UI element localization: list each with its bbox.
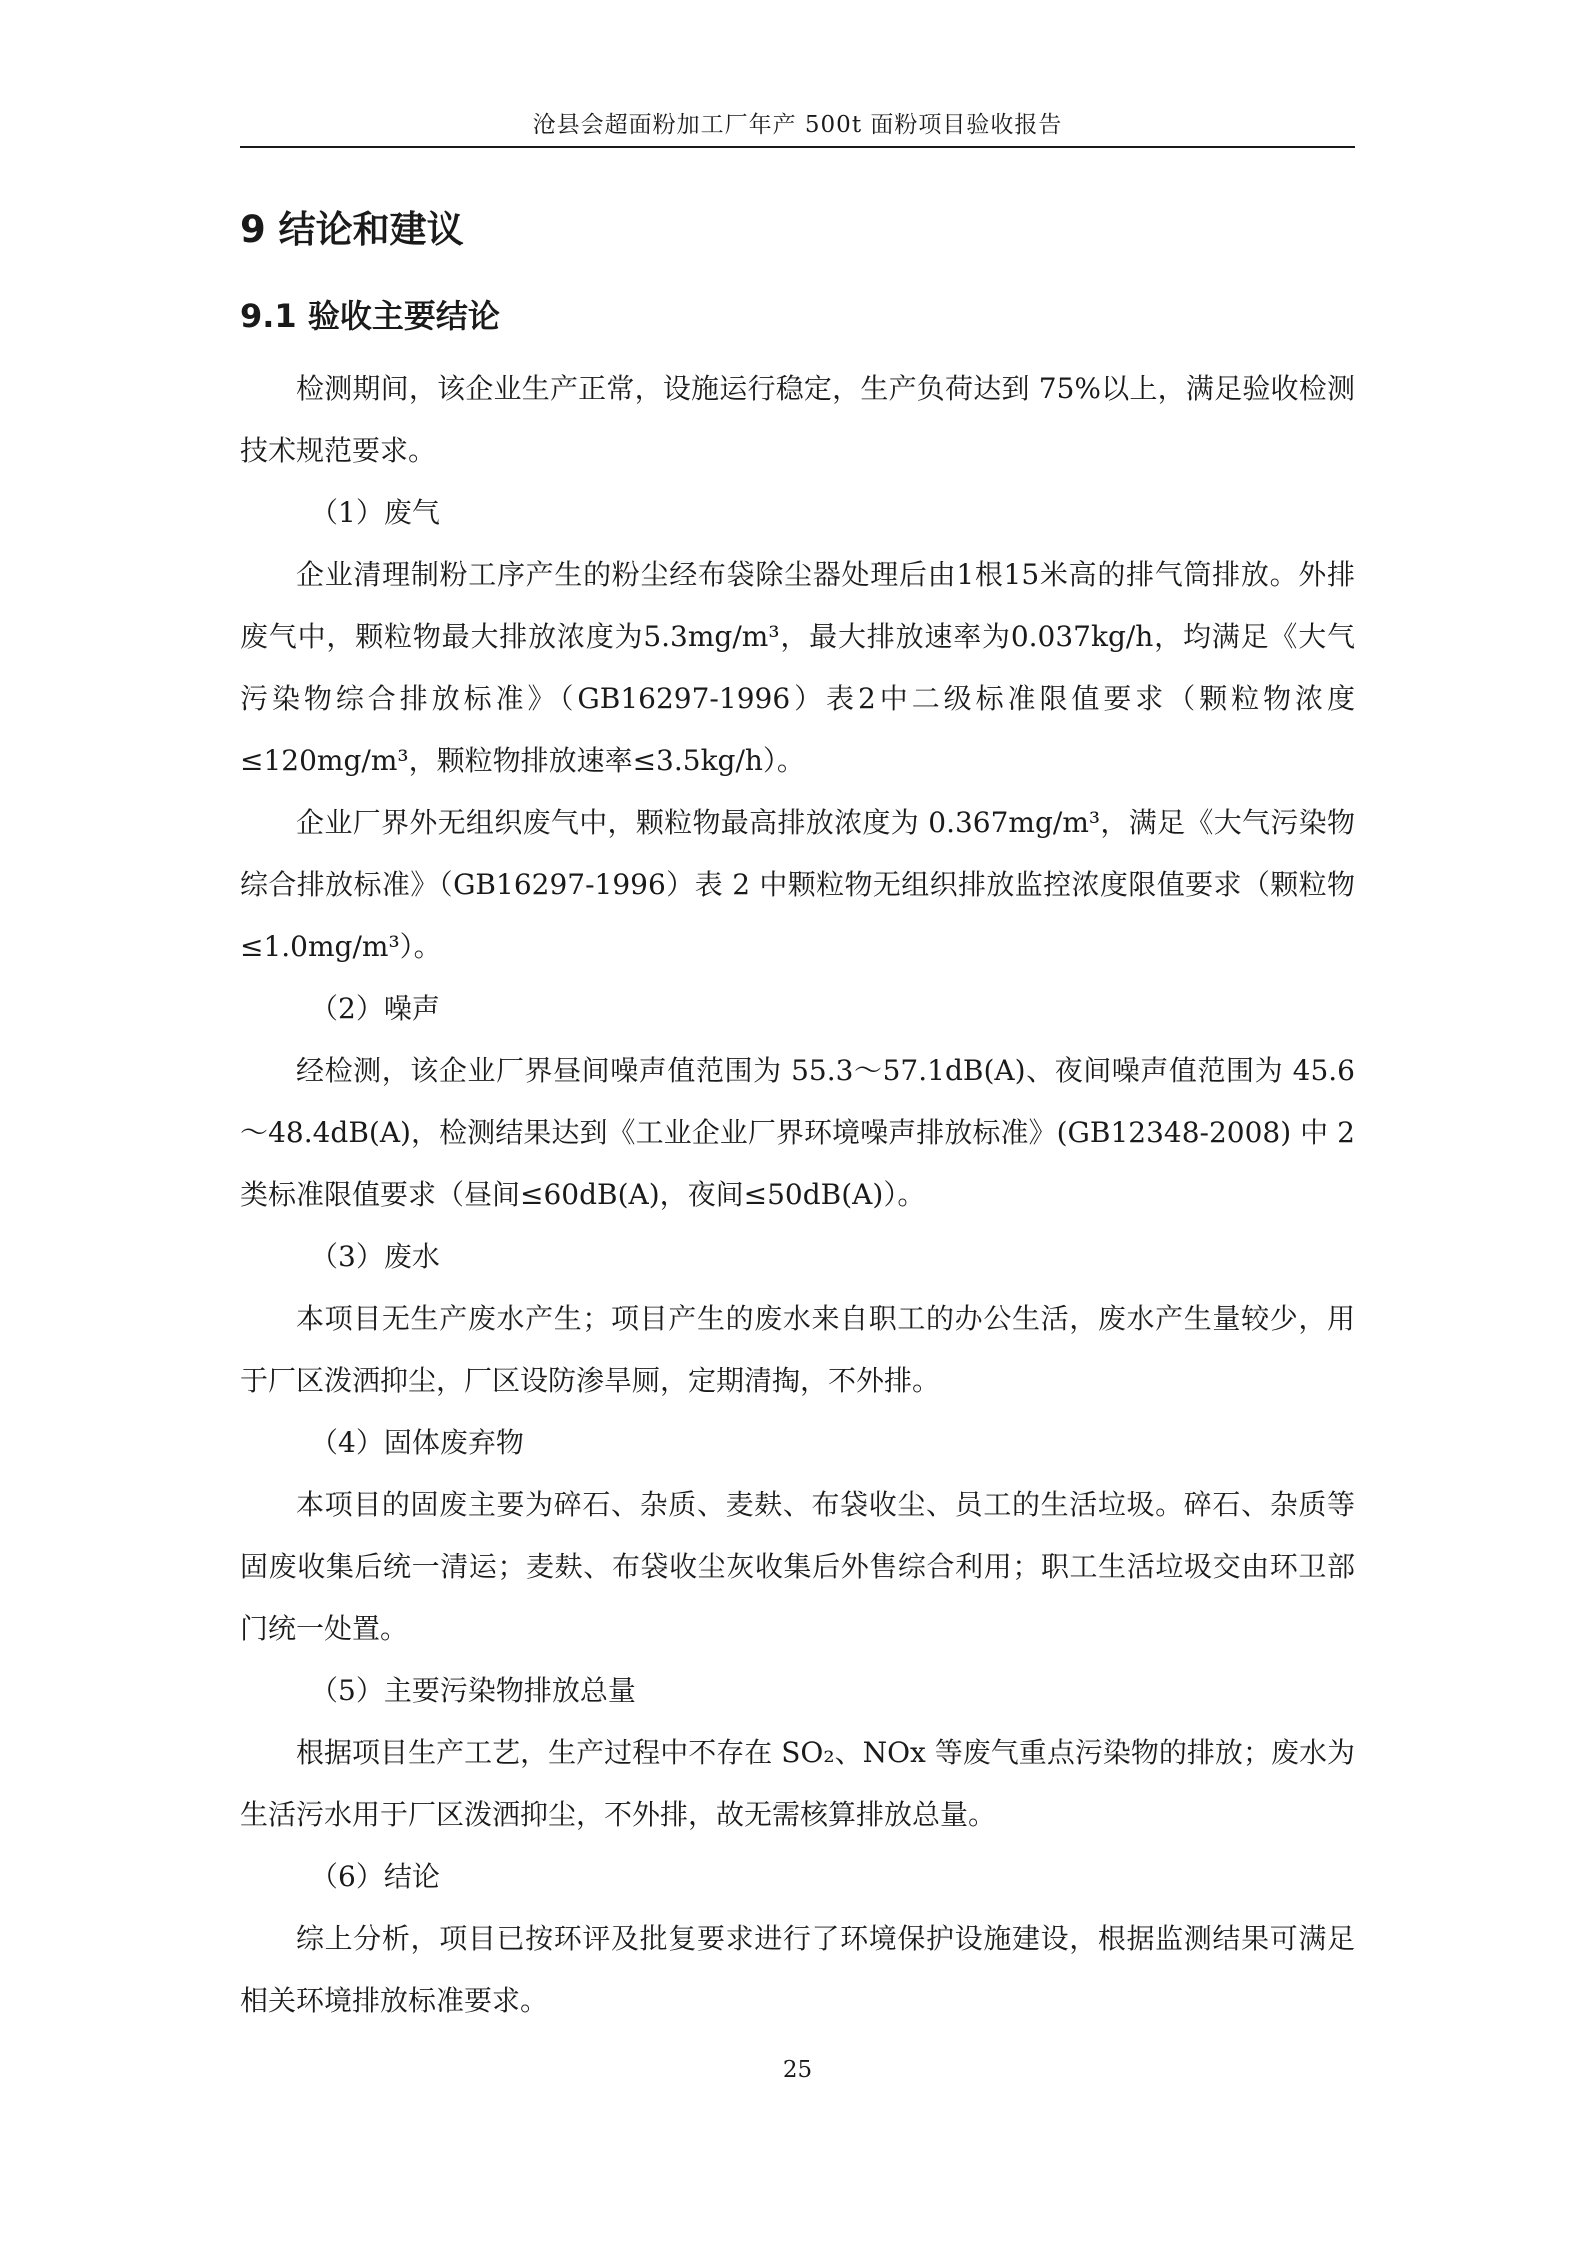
paragraph-fugitive-emission: 企业厂界外无组织废气中，颗粒物最高排放浓度为 0.367mg/m³，满足《大气污染物综合排放标准》（GB16297-1996）表 2 中颗粒物无组织排放监控浓度限值要求（颗粒物≤1.0mg/m³）。	[240, 806, 1355, 963]
running-header: 沧县会超面粉加工厂年产 500t 面粉项目验收报告	[532, 112, 1063, 138]
section-heading: 9 结论和建议	[240, 208, 464, 251]
page-number: 25	[782, 2057, 813, 2083]
header-rule	[240, 146, 1355, 148]
paragraph-organized-emission: 企业清理制粉工序产生的粉尘经布袋除尘器处理后由1根15米高的排气筒排放。外排废气中，颗粒物最大排放浓度为5.3mg/m³，最大排放速率为0.037kg/h，均满足《大气污染物综合排放标准》（GB16297-1996）表2中二级标准限值要求（颗粒物浓度≤120mg/m³，颗粒物排放速率≤3.5kg/h）。	[240, 558, 1355, 777]
item-heading-exhaust-gas: （1）废气	[310, 496, 440, 529]
item-heading-wastewater: （3）废水	[310, 1240, 440, 1273]
paragraph-intro: 检测期间，该企业生产正常，设施运行稳定，生产负荷达到 75%以上，满足验收检测技术规范要求。	[240, 372, 1355, 467]
subsection-heading: 9.1 验收主要结论	[240, 297, 500, 335]
paragraph-wastewater: 本项目无生产废水产生；项目产生的废水来自职工的办公生活，废水产生量较少，用于厂区泼洒抑尘，厂区设防渗旱厕，定期清掏，不外排。	[240, 1302, 1355, 1397]
item-heading-solid-waste: （4）固体废弃物	[310, 1426, 524, 1459]
item-heading-noise: （2）噪声	[310, 992, 440, 1025]
paragraph-total-emission: 根据项目生产工艺，生产过程中不存在 SO₂、NOx 等废气重点污染物的排放；废水为生活污水用于厂区泼洒抑尘，不外排，故无需核算排放总量。	[240, 1736, 1355, 1831]
paragraph-conclusion: 综上分析，项目已按环评及批复要求进行了环境保护设施建设，根据监测结果可满足相关环境排放标准要求。	[240, 1922, 1355, 2017]
item-heading-total-emission: （5）主要污染物排放总量	[310, 1674, 636, 1707]
paragraph-solid-waste: 本项目的固废主要为碎石、杂质、麦麸、布袋收尘、员工的生活垃圾。碎石、杂质等固废收集后统一清运；麦麸、布袋收尘灰收集后外售综合利用；职工生活垃圾交由环卫部门统一处置。	[240, 1488, 1355, 1645]
item-heading-conclusion: （6）结论	[310, 1860, 440, 1893]
page-content	[240, 200, 1355, 2032]
paragraph-noise: 经检测，该企业厂界昼间噪声值范围为 55.3～57.1dB(A)、夜间噪声值范围为 45.6～48.4dB(A)，检测结果达到《工业企业厂界环境噪声排放标准》(GB12348-2008) 中 2 类标准限值要求（昼间≤60dB(A)，夜间≤50dB(A)）。	[240, 1054, 1355, 1211]
